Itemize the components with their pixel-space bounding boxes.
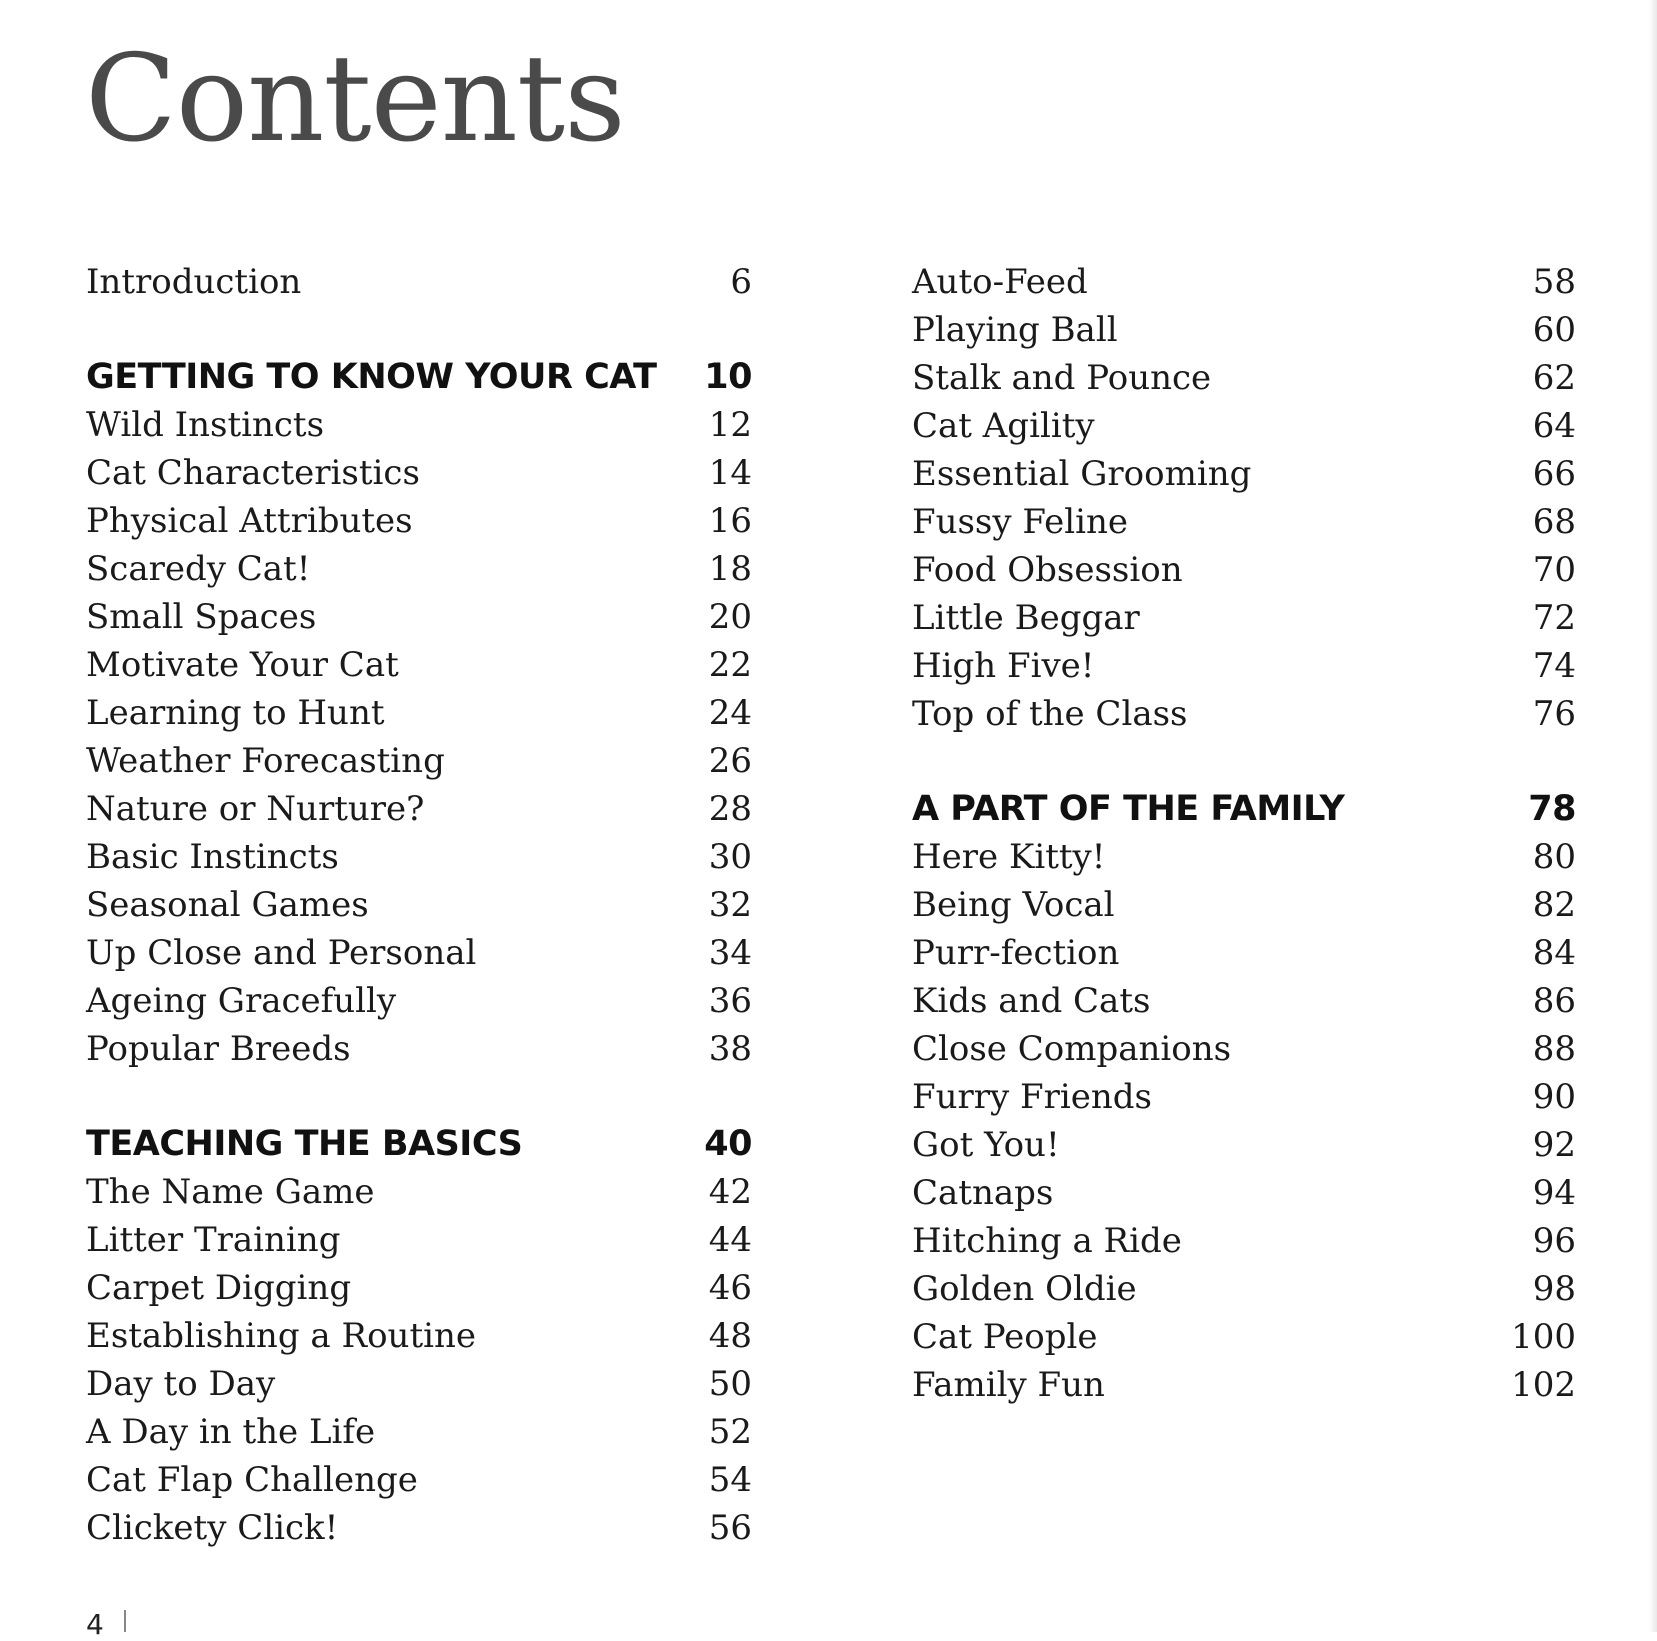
entry-page: 42 (708, 1172, 752, 1212)
entry-page: 14 (708, 453, 752, 493)
section-items (912, 258, 1576, 738)
entry-label: Scaredy Cat! (86, 549, 311, 589)
toc-entry[interactable] (86, 929, 752, 977)
entry-label: Golden Oldie (912, 1269, 1137, 1309)
toc-entry[interactable] (912, 546, 1576, 594)
entry-label: Clickety Click! (86, 1508, 339, 1548)
entry-label: Fussy Feline (912, 502, 1129, 542)
toc-entry[interactable] (86, 545, 752, 593)
section-items (86, 1168, 752, 1552)
toc-entry[interactable] (912, 1265, 1576, 1313)
entry-page: 50 (708, 1364, 752, 1404)
toc-entry[interactable] (86, 1312, 752, 1360)
toc-entry[interactable] (86, 593, 752, 641)
section-label: A PART OF THE FAMILY (912, 789, 1345, 829)
page-edge-shadow (1649, 0, 1657, 1632)
entry-label: The Name Game (86, 1172, 375, 1212)
toc-entry[interactable] (912, 833, 1576, 881)
entry-label: Popular Breeds (86, 1029, 351, 1069)
entry-page: 32 (708, 885, 752, 925)
section-page: 40 (704, 1124, 752, 1164)
section-heading[interactable] (912, 785, 1576, 833)
entry-page: 36 (708, 981, 752, 1021)
entry-label: Basic Instincts (86, 837, 339, 877)
entry-label: Introduction (86, 262, 302, 302)
page-number: 4 (86, 1608, 104, 1641)
entry-page: 74 (1532, 646, 1576, 686)
toc-right-column (912, 258, 1576, 1409)
entry-label: Up Close and Personal (86, 933, 477, 973)
entry-label: Ageing Gracefully (86, 981, 397, 1021)
entry-page: 92 (1532, 1125, 1576, 1165)
entry-page: 54 (708, 1460, 752, 1500)
toc-entry[interactable] (86, 1264, 752, 1312)
entry-label: Hitching a Ride (912, 1221, 1182, 1261)
toc-entry[interactable] (86, 1456, 752, 1504)
toc-entry[interactable] (912, 1217, 1576, 1265)
toc-entry[interactable] (912, 1121, 1576, 1169)
toc-entry[interactable] (912, 1313, 1576, 1361)
entry-label: Litter Training (86, 1220, 341, 1260)
toc-entry[interactable] (912, 402, 1576, 450)
entry-label: Carpet Digging (86, 1268, 352, 1308)
entry-label: Small Spaces (86, 597, 317, 637)
entry-page: 90 (1532, 1077, 1576, 1117)
entry-label: Wild Instincts (86, 405, 325, 445)
page-title: Contents (85, 30, 625, 169)
entry-page: 48 (708, 1316, 752, 1356)
toc-entry[interactable] (86, 641, 752, 689)
section-items (86, 401, 752, 1073)
entry-page: 86 (1532, 981, 1576, 1021)
entry-label: Essential Grooming (912, 454, 1252, 494)
section-page: 78 (1528, 789, 1576, 829)
entry-label: Close Companions (912, 1029, 1232, 1069)
entry-label: Cat Characteristics (86, 453, 420, 493)
entry-label: Cat People (912, 1317, 1098, 1357)
entry-page: 68 (1532, 502, 1576, 542)
toc-entry[interactable] (86, 1360, 752, 1408)
entry-page: 88 (1532, 1029, 1576, 1069)
toc-left-column (86, 258, 752, 1552)
entry-page: 18 (708, 549, 752, 589)
toc-entry[interactable] (86, 689, 752, 737)
toc-entry[interactable] (86, 497, 752, 545)
entry-label: Top of the Class (912, 694, 1188, 734)
entry-label: Family Fun (912, 1365, 1105, 1405)
entry-page: 102 (1511, 1365, 1576, 1405)
entry-page: 52 (708, 1412, 752, 1452)
entry-page: 30 (708, 837, 752, 877)
toc-entry[interactable] (86, 881, 752, 929)
entry-page: 58 (1532, 262, 1576, 302)
entry-page: 28 (708, 789, 752, 829)
toc-entry[interactable] (912, 1361, 1576, 1409)
entry-label: Nature or Nurture? (86, 789, 425, 829)
section-heading[interactable] (86, 353, 752, 401)
toc-entry[interactable] (912, 690, 1576, 738)
entry-label: Day to Day (86, 1364, 276, 1404)
entry-page: 20 (708, 597, 752, 637)
entry-label: Little Beggar (912, 598, 1140, 638)
entry-page: 96 (1532, 1221, 1576, 1261)
section-label: TEACHING THE BASICS (86, 1124, 523, 1164)
toc-entry[interactable] (912, 642, 1576, 690)
entry-label: Purr-fection (912, 933, 1120, 973)
entry-label: Physical Attributes (86, 501, 413, 541)
entry-label: Stalk and Pounce (912, 358, 1212, 398)
entry-label: Weather Forecasting (86, 741, 445, 781)
entry-page: 82 (1532, 885, 1576, 925)
toc-entry[interactable] (86, 977, 752, 1025)
spacer (86, 1073, 752, 1120)
toc-entry[interactable] (912, 1073, 1576, 1121)
toc-entry[interactable] (912, 450, 1576, 498)
entry-page: 56 (708, 1508, 752, 1548)
entry-page: 76 (1532, 694, 1576, 734)
entry-page: 24 (708, 693, 752, 733)
toc-entry[interactable] (86, 1168, 752, 1216)
entry-page: 12 (708, 405, 752, 445)
entry-page: 72 (1532, 598, 1576, 638)
entry-page: 60 (1532, 310, 1576, 350)
toc-entry[interactable] (86, 449, 752, 497)
entry-label: Playing Ball (912, 310, 1118, 350)
toc-entry[interactable] (912, 881, 1576, 929)
toc-entry[interactable] (912, 929, 1576, 977)
toc-entry[interactable] (86, 1504, 752, 1552)
entry-page: 46 (708, 1268, 752, 1308)
entry-page: 100 (1511, 1317, 1576, 1357)
toc-entry[interactable] (86, 258, 752, 306)
entry-label: Motivate Your Cat (86, 645, 399, 685)
toc-entry[interactable] (912, 354, 1576, 402)
toc-entry[interactable] (912, 1025, 1576, 1073)
toc-entry[interactable] (912, 1169, 1576, 1217)
toc-entry[interactable] (912, 306, 1576, 354)
entry-label: Kids and Cats (912, 981, 1151, 1021)
entry-page: 80 (1532, 837, 1576, 877)
toc-entry[interactable] (912, 594, 1576, 642)
toc-entry[interactable] (86, 785, 752, 833)
entry-page: 70 (1532, 550, 1576, 590)
toc-entry[interactable] (86, 401, 752, 449)
entry-page: 62 (1532, 358, 1576, 398)
section-label: GETTING TO KNOW YOUR CAT (86, 357, 657, 397)
toc-entry[interactable] (86, 1025, 752, 1073)
entry-page: 66 (1532, 454, 1576, 494)
entry-page: 64 (1532, 406, 1576, 446)
entry-page: 84 (1532, 933, 1576, 973)
entry-label: Auto-Feed (912, 262, 1088, 302)
entry-label: Catnaps (912, 1173, 1054, 1213)
spacer (912, 738, 1576, 785)
toc-entry[interactable] (912, 258, 1576, 306)
entry-page: 44 (708, 1220, 752, 1260)
entry-label: Cat Flap Challenge (86, 1460, 418, 1500)
entry-page: 94 (1532, 1173, 1576, 1213)
entry-page: 38 (708, 1029, 752, 1069)
entry-label: Furry Friends (912, 1077, 1152, 1117)
entry-label: Learning to Hunt (86, 693, 385, 733)
entry-label: Got You! (912, 1125, 1060, 1165)
toc-entry[interactable] (912, 977, 1576, 1025)
entry-label: High Five! (912, 646, 1095, 686)
section-page: 10 (704, 357, 752, 397)
entry-label: Being Vocal (912, 885, 1115, 925)
toc-entry[interactable] (912, 498, 1576, 546)
entry-label: A Day in the Life (86, 1412, 376, 1452)
entry-page: 98 (1532, 1269, 1576, 1309)
entry-label: Cat Agility (912, 406, 1095, 446)
spacer (86, 306, 752, 353)
entry-label: Establishing a Routine (86, 1316, 477, 1356)
entry-page: 6 (730, 262, 752, 302)
toc-entry[interactable] (86, 1216, 752, 1264)
entry-label: Here Kitty! (912, 837, 1106, 877)
section-items (912, 833, 1576, 1409)
entry-page: 26 (708, 741, 752, 781)
entry-page: 34 (708, 933, 752, 973)
toc-entry[interactable] (86, 833, 752, 881)
toc-entry[interactable] (86, 1408, 752, 1456)
entry-page: 22 (708, 645, 752, 685)
entry-page: 16 (708, 501, 752, 541)
folio-divider (124, 1610, 126, 1632)
entry-label: Food Obsession (912, 550, 1183, 590)
entry-label: Seasonal Games (86, 885, 369, 925)
toc-entry[interactable] (86, 737, 752, 785)
section-heading[interactable] (86, 1120, 752, 1168)
